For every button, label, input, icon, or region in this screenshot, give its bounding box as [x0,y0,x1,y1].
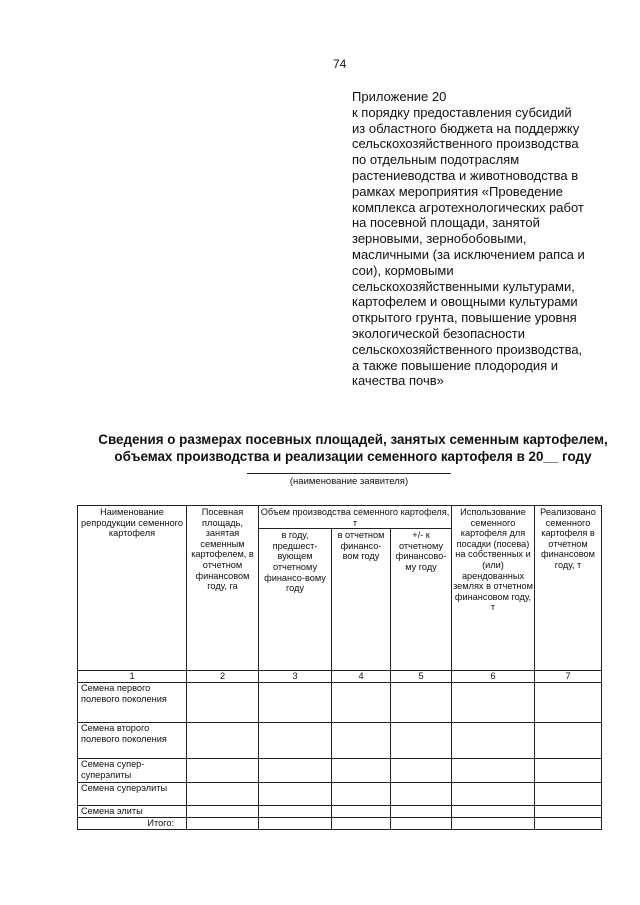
column-number: 2 [187,671,259,683]
table-cell [452,759,535,783]
appendix-title: Приложение 20 [352,89,447,104]
table-cell [535,759,602,783]
table-cell [332,806,391,818]
appendix-line: комплекса агротехнологических работ [352,199,584,215]
table-row [78,783,602,806]
table-cell [259,683,332,723]
table-cell [535,723,602,759]
table-row [78,723,602,759]
appendix-line: открытого грунта, повышение уровня [352,310,577,326]
document-heading [60,431,640,465]
table-row [78,759,602,783]
total-row [78,818,602,830]
column-number: 7 [535,671,602,683]
appendix-line: к порядку предоставления субсидий [352,104,572,120]
table-cell [187,683,259,723]
table-cell [332,783,391,806]
header-reproduction: Наименование репродукции семенного картофеля [78,506,187,671]
table-cell [391,818,452,830]
column-number-row [78,671,602,683]
appendix-line: а также повышение плодородия и [352,357,559,373]
table-cell [452,723,535,759]
appendix-line: сельскохозяйственного производства, [352,341,583,357]
appendix-line: качества почв» [352,373,444,389]
row-label: Семена суперэлиты [78,783,187,806]
table-cell [187,783,259,806]
table-cell [259,818,332,830]
appendix-line: масличными (за исключением рапса и [352,246,585,262]
header-change: +/- к отчетному финансово-му году [391,529,452,671]
table-cell [332,759,391,783]
row-label: Семена второго полевого поколения [78,723,187,759]
applicant-caption: (наименование заявителя) [247,473,451,487]
header-production-volume: Объем производства семенного картофеля, т [259,506,452,529]
table-cell [535,818,602,830]
table-cell [259,806,332,818]
appendix-line: зерновыми, зернобобовыми, [352,231,527,247]
row-label: Семена элиты [78,806,187,818]
table-cell [259,759,332,783]
table-cell [332,683,391,723]
table-cell [259,783,332,806]
column-number: 1 [78,671,187,683]
column-number: 3 [259,671,332,683]
page-number: 74 [333,57,347,71]
table-row [78,683,602,723]
heading-line-2: объемах производства и реализации семенного картофеля в 20__ году [114,449,592,464]
table-cell [391,806,452,818]
appendix-line: из областного бюджета на поддержку [352,120,580,136]
heading-line-1: Сведения о размерах посевных площадей, занятых семенным картофелем, [98,432,608,447]
appendix-line: рамках мероприятия «Проведение [352,183,564,199]
header-previous-year: в году, предшест-вующем отчетному финансо-вому году [259,529,332,671]
table-cell [391,683,452,723]
table-cell [535,806,602,818]
appendix-line: сои), кормовыми [352,262,454,278]
table-cell [452,783,535,806]
column-number: 6 [452,671,535,683]
header-reporting-year: в отчетном финансо-вом году [332,529,391,671]
appendix-line: сельскохозяйственного производства [352,136,579,152]
table-cell [332,723,391,759]
row-label: Семена первого полевого поколения [78,683,187,723]
table-cell [535,783,602,806]
table-cell [187,723,259,759]
total-label: Итого: [78,818,187,830]
header-usage: Использование семенного картофеля для посадки (посева) на собственных и (или) арендованных землях в отчетном финансовом году, т [452,506,535,671]
row-label: Семена супер-суперэлиты [78,759,187,783]
appendix-line: на посевной площади, занятой [352,215,540,231]
table-cell [187,818,259,830]
appendix-line: картофелем и овощными культурами [352,294,578,310]
appendix-line: экологической безопасности [352,325,525,341]
table-cell [535,683,602,723]
table-cell [452,806,535,818]
table-cell [391,783,452,806]
potato-data-table [77,505,602,830]
table-cell [332,818,391,830]
appendix-line: сельскохозяйственными культурами, [352,278,575,294]
header-sold: Реализовано семенного картофеля в отчетном финансовом году, т [535,506,602,671]
column-number: 5 [391,671,452,683]
table-cell [187,759,259,783]
header-sown-area: Посевная площадь, занятая семенным картофелем, в отчетном финансовом году, га [187,506,259,671]
appendix-line: растениеводства и животноводства в [352,167,579,183]
table-cell [187,806,259,818]
table-row [78,806,602,818]
table-cell [259,723,332,759]
column-number: 4 [332,671,391,683]
table-cell [452,683,535,723]
table-cell [452,818,535,830]
table-cell [391,759,452,783]
appendix-line: по отдельным подотраслям [352,152,520,168]
table-cell [391,723,452,759]
appendix-block [352,89,612,389]
